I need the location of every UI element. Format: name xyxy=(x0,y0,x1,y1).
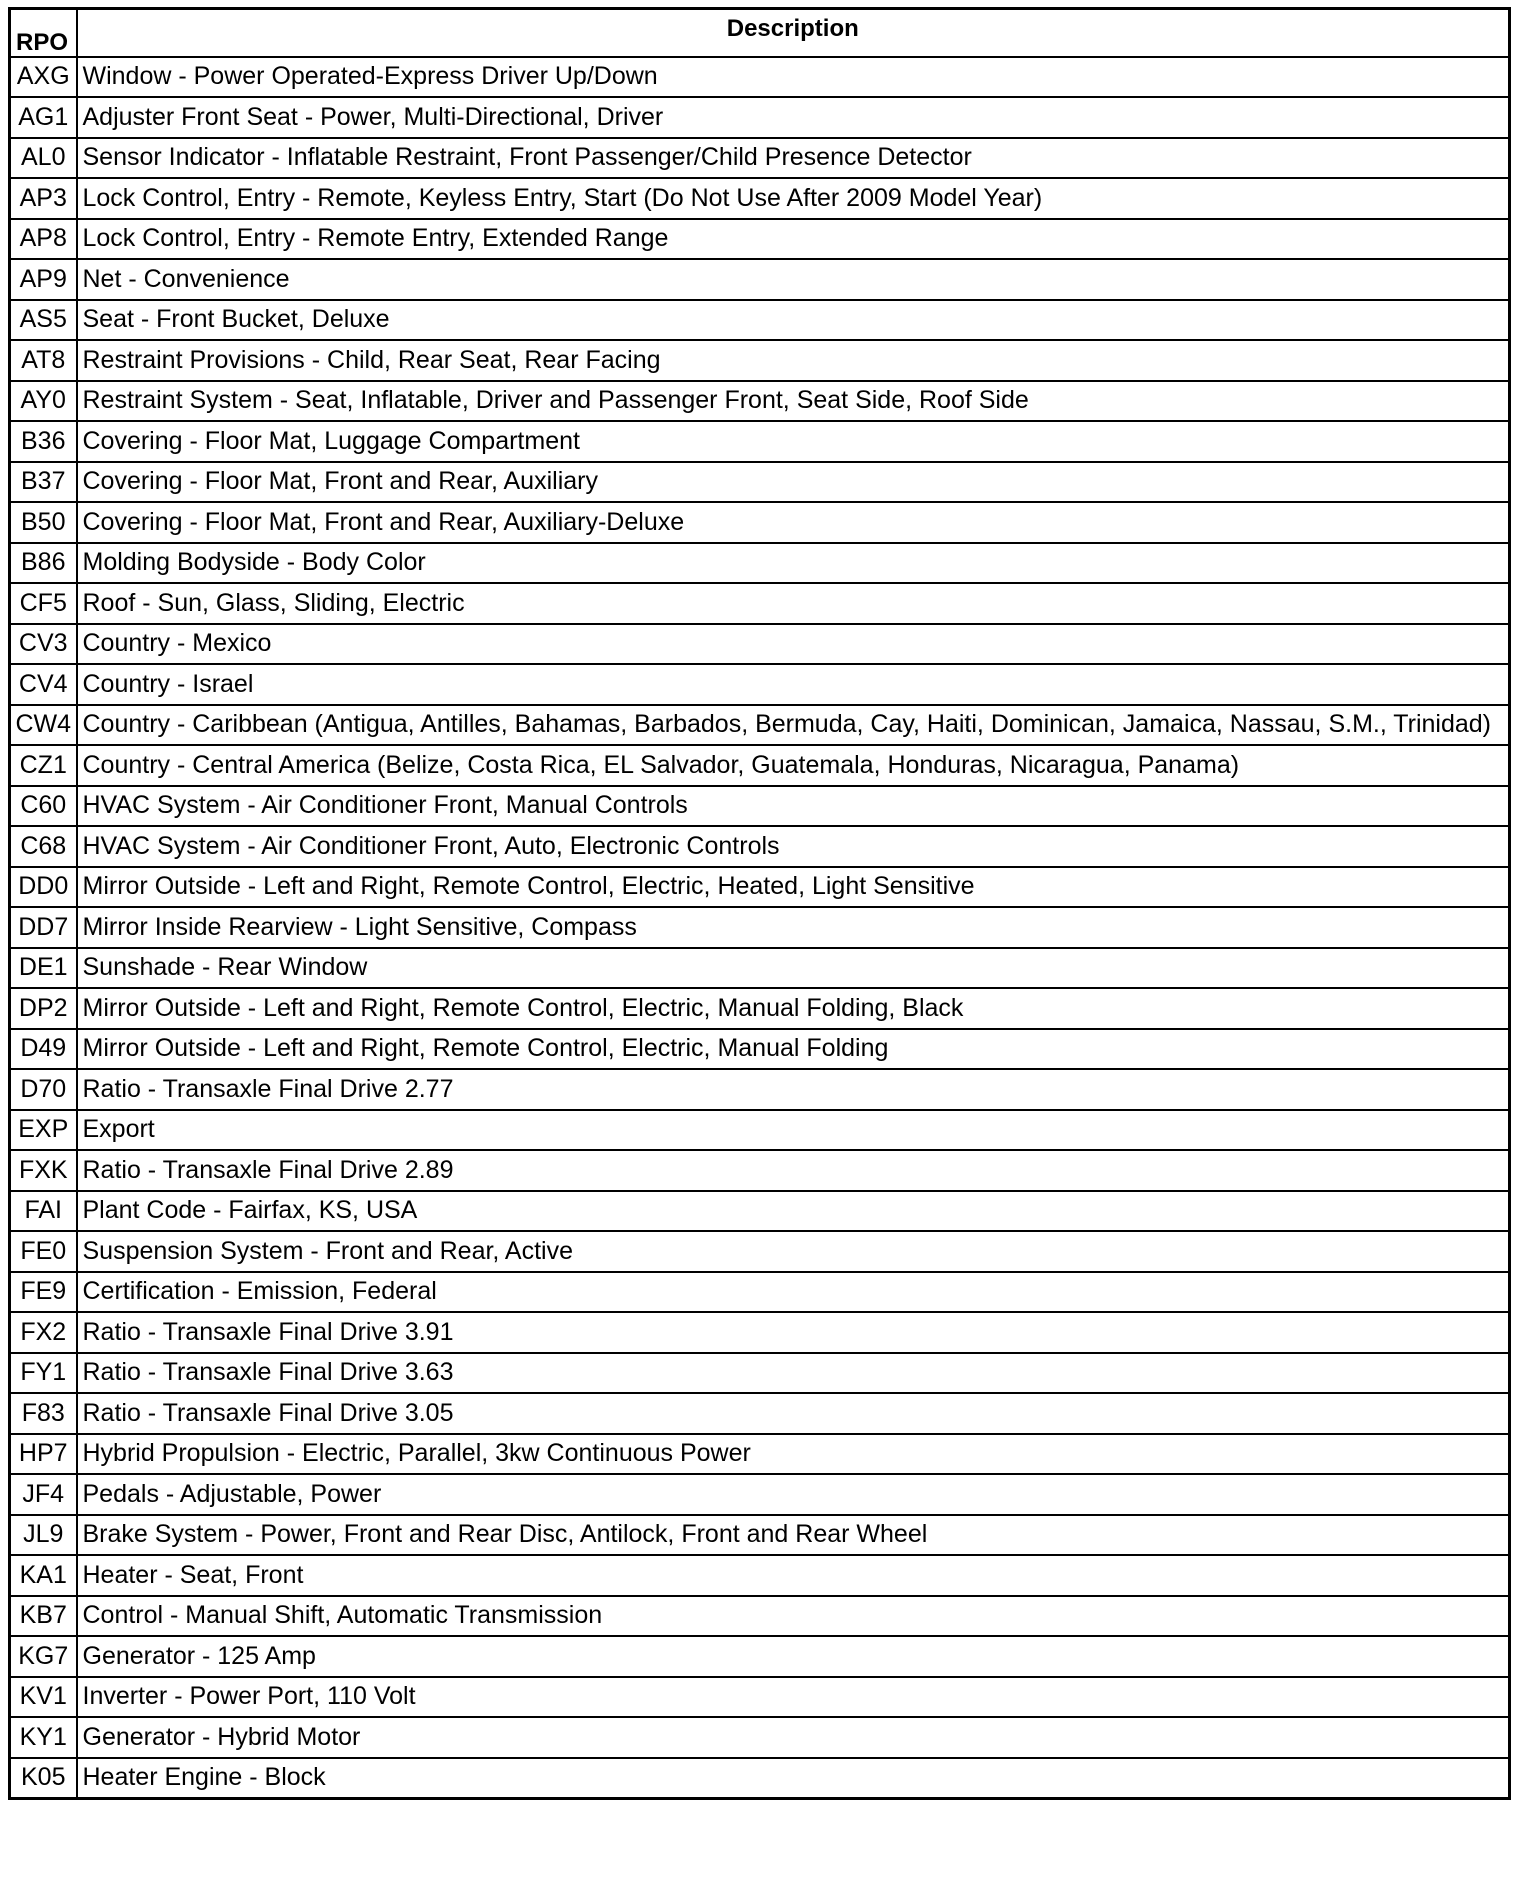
rpo-code-cell: CV3 xyxy=(10,624,77,665)
rpo-code-cell: CV4 xyxy=(10,664,77,705)
rpo-code-cell: AP9 xyxy=(10,259,77,300)
description-cell: Molding Bodyside - Body Color xyxy=(77,543,1510,584)
rpo-code-cell: AP3 xyxy=(10,178,77,219)
description-cell: Country - Mexico xyxy=(77,624,1510,665)
rpo-code-cell: FY1 xyxy=(10,1353,77,1394)
description-cell: Ratio - Transaxle Final Drive 3.05 xyxy=(77,1393,1510,1434)
rpo-code-cell: AT8 xyxy=(10,340,77,381)
description-cell: Roof - Sun, Glass, Sliding, Electric xyxy=(77,583,1510,624)
rpo-code-cell: DD7 xyxy=(10,907,77,948)
rpo-code-cell: AXG xyxy=(10,57,77,98)
rpo-code-cell: AS5 xyxy=(10,300,77,341)
table-row xyxy=(10,138,1510,179)
rpo-code-cell: EXP xyxy=(10,1110,77,1151)
table-row xyxy=(10,826,1510,867)
table-row xyxy=(10,1717,1510,1758)
table-row xyxy=(10,1555,1510,1596)
table-row xyxy=(10,1231,1510,1272)
table-body xyxy=(10,57,1510,1799)
rpo-code-cell: KV1 xyxy=(10,1677,77,1718)
rpo-code-cell: HP7 xyxy=(10,1434,77,1475)
table-row xyxy=(10,1393,1510,1434)
rpo-column-header: RPO xyxy=(10,9,77,57)
table-row xyxy=(10,1596,1510,1637)
description-cell: Window - Power Operated-Express Driver Up/Down xyxy=(77,57,1510,98)
table-row xyxy=(10,1272,1510,1313)
description-cell: Covering - Floor Mat, Front and Rear, Auxiliary xyxy=(77,462,1510,503)
description-cell: Inverter - Power Port, 110 Volt xyxy=(77,1677,1510,1718)
table-row xyxy=(10,259,1510,300)
rpo-code-cell: AY0 xyxy=(10,381,77,422)
table-row xyxy=(10,907,1510,948)
table-row xyxy=(10,624,1510,665)
description-cell: Mirror Inside Rearview - Light Sensitive, Compass xyxy=(77,907,1510,948)
table-row xyxy=(10,57,1510,98)
table-row xyxy=(10,1110,1510,1151)
description-cell: Net - Convenience xyxy=(77,259,1510,300)
rpo-code-sheet xyxy=(8,7,1508,1800)
description-cell: Covering - Floor Mat, Luggage Compartment xyxy=(77,421,1510,462)
description-cell: Ratio - Transaxle Final Drive 3.63 xyxy=(77,1353,1510,1394)
description-cell: Ratio - Transaxle Final Drive 3.91 xyxy=(77,1312,1510,1353)
description-cell: Plant Code - Fairfax, KS, USA xyxy=(77,1191,1510,1232)
table-row xyxy=(10,786,1510,827)
table-row xyxy=(10,502,1510,543)
table-row xyxy=(10,462,1510,503)
rpo-code-cell: KG7 xyxy=(10,1636,77,1677)
description-cell: Pedals - Adjustable, Power xyxy=(77,1474,1510,1515)
description-cell: Restraint Provisions - Child, Rear Seat, Rear Facing xyxy=(77,340,1510,381)
rpo-code-cell: KA1 xyxy=(10,1555,77,1596)
table-row xyxy=(10,1312,1510,1353)
rpo-code-cell: FE0 xyxy=(10,1231,77,1272)
rpo-code-cell: B86 xyxy=(10,543,77,584)
table-row xyxy=(10,1191,1510,1232)
rpo-code-cell: C68 xyxy=(10,826,77,867)
rpo-code-cell: KB7 xyxy=(10,1596,77,1637)
description-cell: Lock Control, Entry - Remote, Keyless Entry, Start (Do Not Use After 2009 Model Year) xyxy=(77,178,1510,219)
table-row xyxy=(10,1029,1510,1070)
table-row xyxy=(10,664,1510,705)
rpo-code-cell: CW4 xyxy=(10,705,77,746)
description-cell: Export xyxy=(77,1110,1510,1151)
description-cell: Country - Caribbean (Antigua, Antilles, Bahamas, Barbados, Bermuda, Cay, Haiti, Dominican, Jamaica, Nassau, S.M., Trinidad) xyxy=(77,705,1510,746)
rpo-code-cell: FXK xyxy=(10,1150,77,1191)
rpo-code-cell: FAI xyxy=(10,1191,77,1232)
header-row xyxy=(10,9,1510,57)
description-cell: Ratio - Transaxle Final Drive 2.89 xyxy=(77,1150,1510,1191)
table-row xyxy=(10,745,1510,786)
rpo-code-cell: B36 xyxy=(10,421,77,462)
description-cell: Country - Israel xyxy=(77,664,1510,705)
rpo-code-cell: JF4 xyxy=(10,1474,77,1515)
table-row xyxy=(10,1434,1510,1475)
table-row xyxy=(10,97,1510,138)
rpo-code-cell: AL0 xyxy=(10,138,77,179)
rpo-code-cell: F83 xyxy=(10,1393,77,1434)
description-cell: Adjuster Front Seat - Power, Multi-Directional, Driver xyxy=(77,97,1510,138)
rpo-code-cell: DD0 xyxy=(10,867,77,908)
table-row xyxy=(10,1758,1510,1799)
description-cell: Seat - Front Bucket, Deluxe xyxy=(77,300,1510,341)
description-cell: Country - Central America (Belize, Costa Rica, EL Salvador, Guatemala, Honduras, Nicaragua, Panama) xyxy=(77,745,1510,786)
rpo-table xyxy=(8,7,1511,1800)
table-row xyxy=(10,1150,1510,1191)
rpo-code-cell: DE1 xyxy=(10,948,77,989)
description-cell: Heater - Seat, Front xyxy=(77,1555,1510,1596)
rpo-code-cell: CZ1 xyxy=(10,745,77,786)
description-cell: Brake System - Power, Front and Rear Disc, Antilock, Front and Rear Wheel xyxy=(77,1515,1510,1556)
table-row xyxy=(10,421,1510,462)
rpo-code-cell: D70 xyxy=(10,1069,77,1110)
table-row xyxy=(10,543,1510,584)
table-row xyxy=(10,381,1510,422)
description-cell: HVAC System - Air Conditioner Front, Manual Controls xyxy=(77,786,1510,827)
description-cell: Suspension System - Front and Rear, Active xyxy=(77,1231,1510,1272)
rpo-code-cell: FX2 xyxy=(10,1312,77,1353)
description-cell: Control - Manual Shift, Automatic Transmission xyxy=(77,1596,1510,1637)
description-cell: Certification - Emission, Federal xyxy=(77,1272,1510,1313)
table-row xyxy=(10,178,1510,219)
description-column-header: Description xyxy=(77,9,1510,57)
table-row xyxy=(10,1069,1510,1110)
rpo-code-cell: B37 xyxy=(10,462,77,503)
table-row xyxy=(10,219,1510,260)
table-row xyxy=(10,1474,1510,1515)
description-cell: Restraint System - Seat, Inflatable, Driver and Passenger Front, Seat Side, Roof Side xyxy=(77,381,1510,422)
description-cell: Sunshade - Rear Window xyxy=(77,948,1510,989)
rpo-code-cell: B50 xyxy=(10,502,77,543)
table-row xyxy=(10,867,1510,908)
description-cell: Generator - Hybrid Motor xyxy=(77,1717,1510,1758)
description-cell: Hybrid Propulsion - Electric, Parallel, 3kw Continuous Power xyxy=(77,1434,1510,1475)
description-cell: Mirror Outside - Left and Right, Remote Control, Electric, Manual Folding, Black xyxy=(77,988,1510,1029)
description-cell: Mirror Outside - Left and Right, Remote Control, Electric, Heated, Light Sensitive xyxy=(77,867,1510,908)
rpo-code-cell: JL9 xyxy=(10,1515,77,1556)
table-row xyxy=(10,1515,1510,1556)
table-row xyxy=(10,300,1510,341)
description-cell: Mirror Outside - Left and Right, Remote Control, Electric, Manual Folding xyxy=(77,1029,1510,1070)
table-row xyxy=(10,1677,1510,1718)
table-row xyxy=(10,1353,1510,1394)
rpo-code-cell: AP8 xyxy=(10,219,77,260)
rpo-code-cell: D49 xyxy=(10,1029,77,1070)
rpo-code-cell: DP2 xyxy=(10,988,77,1029)
rpo-code-cell: AG1 xyxy=(10,97,77,138)
description-cell: HVAC System - Air Conditioner Front, Auto, Electronic Controls xyxy=(77,826,1510,867)
rpo-code-cell: CF5 xyxy=(10,583,77,624)
rpo-code-cell: K05 xyxy=(10,1758,77,1799)
description-cell: Covering - Floor Mat, Front and Rear, Auxiliary-Deluxe xyxy=(77,502,1510,543)
description-cell: Ratio - Transaxle Final Drive 2.77 xyxy=(77,1069,1510,1110)
rpo-code-cell: C60 xyxy=(10,786,77,827)
description-cell: Heater Engine - Block xyxy=(77,1758,1510,1799)
table-row xyxy=(10,340,1510,381)
table-row xyxy=(10,583,1510,624)
table-row xyxy=(10,988,1510,1029)
description-cell: Lock Control, Entry - Remote Entry, Extended Range xyxy=(77,219,1510,260)
description-cell: Generator - 125 Amp xyxy=(77,1636,1510,1677)
table-row xyxy=(10,1636,1510,1677)
table-row xyxy=(10,705,1510,746)
table-row xyxy=(10,948,1510,989)
rpo-code-cell: FE9 xyxy=(10,1272,77,1313)
rpo-code-cell: KY1 xyxy=(10,1717,77,1758)
description-cell: Sensor Indicator - Inflatable Restraint, Front Passenger/Child Presence Detector xyxy=(77,138,1510,179)
